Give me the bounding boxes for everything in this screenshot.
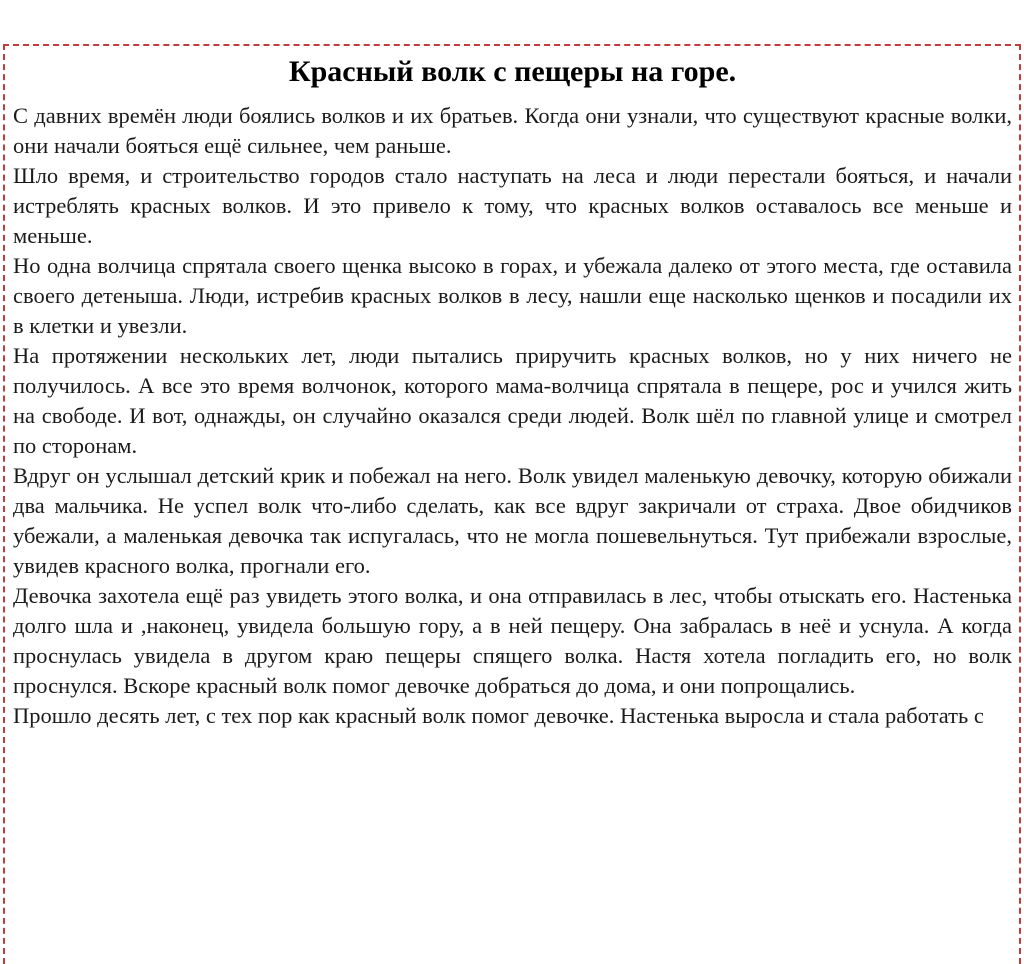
story-paragraph-3: Но одна волчица спрятала своего щенка высоко в горах, и убежала далеко от этого места, где оставила своего детеныша. Люди, истребив красных волков в лесу, нашли еще насколько щенков и посадили их в клетки и увезли. bbox=[13, 253, 1012, 338]
document-page bbox=[3, 44, 1021, 964]
story-paragraph-7: Прошло десять лет, с тех пор как красный волк помог девочке. Настенька выросла и стала работать с bbox=[13, 703, 984, 728]
story-paragraph-1: С давних времён люди боялись волков и их братьев. Когда они узнали, что существуют красные волки, они начали бояться ещё сильнее, чем раньше. bbox=[13, 103, 1012, 158]
story-paragraph-6: Девочка захотела ещё раз увидеть этого волка, и она отправилась в лес, чтобы отыскать его. Настенька долго шла и ,наконец, увидела большую гору, а в ней пещеру. Она забралась в неё и уснула. А когда проснулась увидела в другом краю пещеры спящего волка. Настя хотела погладить его, но волк проснулся. Вскоре красный волк помог девочке добраться до дома, и они попрощались. bbox=[13, 583, 1012, 698]
story-paragraph-4: На протяжении нескольких лет, люди пытались приручить красных волков, но у них ничего не получилось. А все это время волчонок, которого мама-волчица спрятала в пещере, рос и учился жить на свободе. И вот, однажды, он случайно оказался среди людей. Волк шёл по главной улице и смотрел по сторонам. bbox=[13, 343, 1012, 458]
story-paragraph-5: Вдруг он услышал детский крик и побежал на него. Волк увидел маленькую девочку, которую обижали два мальчика. Не успел волк что-либо сделать, как все вдруг закричали от страха. Двое обидчиков убежали, а маленькая девочка так испугалась, что не могла пошевельнуться. Тут прибежали взрослые, увидев красного волка, прогнали его. bbox=[13, 463, 1012, 578]
story-paragraph-2: Шло время, и строительство городов стало наступать на леса и люди перестали бояться, и начали истреблять красных волков. И это привело к тому, что красных волков оставалось все меньше и меньше. bbox=[13, 163, 1012, 248]
page-title: Красный волк с пещеры на горе. bbox=[288, 55, 737, 88]
